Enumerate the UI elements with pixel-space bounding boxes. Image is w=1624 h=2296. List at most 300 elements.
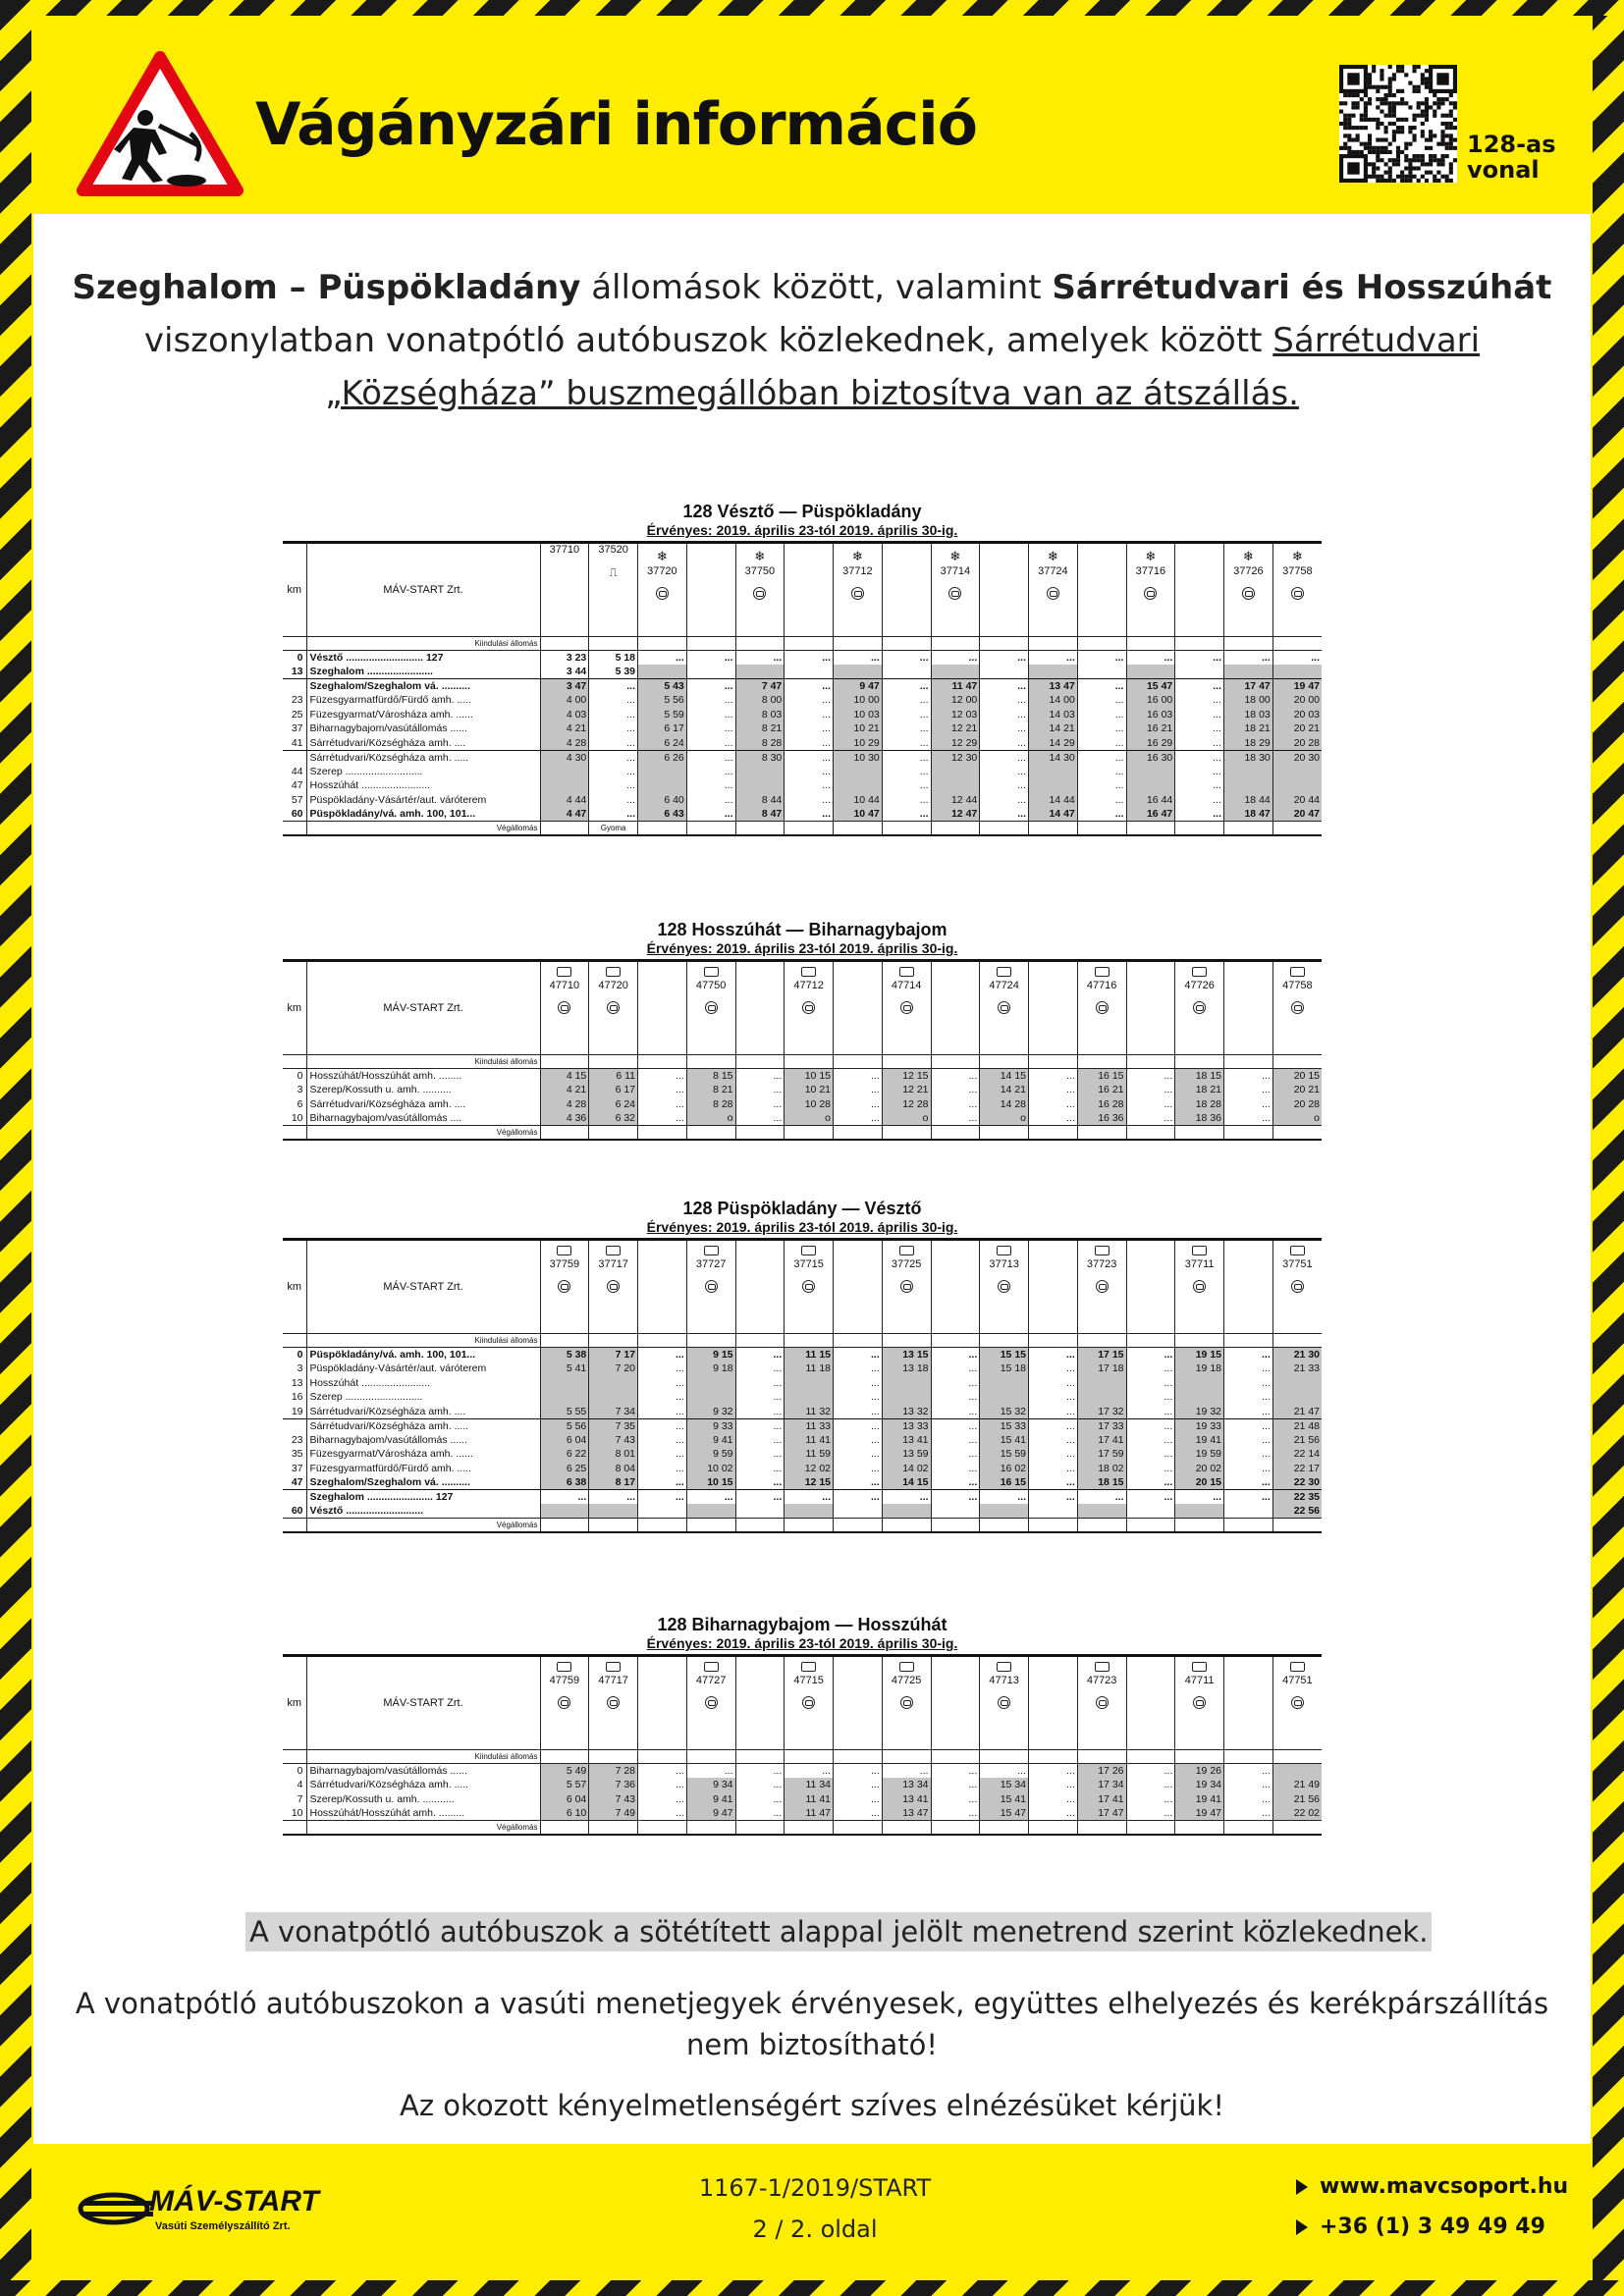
time-cell: 8 00 [735, 693, 785, 708]
terminus-cell [980, 822, 1029, 835]
train-number: 47720 [598, 980, 628, 991]
terminus-cell [1224, 1519, 1273, 1532]
time-cell: ... [980, 807, 1029, 822]
time-cell: ... [1175, 736, 1224, 751]
train-number: 47711 [1184, 1675, 1215, 1686]
time-cell: 18 29 [1224, 736, 1273, 751]
time-cell: ... [980, 765, 1029, 779]
time-cell [1029, 778, 1078, 793]
time-cell: 16 30 [1126, 750, 1175, 765]
time-cell: 6 40 [638, 793, 687, 808]
time-cell: ... [686, 765, 735, 779]
time-cell: 18 44 [1224, 793, 1273, 808]
train-number: 37759 [549, 1258, 580, 1270]
arrival-label: Végállomás [306, 1519, 540, 1532]
time-cell: 5 56 [638, 693, 687, 708]
intro-text-1: állomások között, valamint [580, 268, 1053, 307]
time-cell: 15 59 [980, 1447, 1029, 1462]
time-cell: ... [980, 736, 1029, 751]
terminus-cell [882, 822, 931, 835]
stop-km [283, 750, 306, 765]
time-cell: 13 41 [882, 1792, 931, 1807]
time-cell: 16 15 [1077, 1069, 1126, 1084]
time-cell [589, 1504, 638, 1519]
time-cell: 5 38 [540, 1348, 589, 1362]
terminus-cell [1029, 822, 1078, 835]
train-number: 37716 [1135, 565, 1166, 577]
train-number-header [882, 961, 931, 1055]
train-number: 47727 [695, 1675, 727, 1686]
time-cell: 8 01 [589, 1447, 638, 1462]
time-cell: ... [1224, 1418, 1273, 1433]
train-number: 47710 [549, 980, 580, 991]
stop-row [283, 1447, 1322, 1462]
train-number: 47725 [891, 1675, 922, 1686]
stop-name: Füzesgyarmat/Városháza amh. ...... [306, 708, 540, 722]
bus-service-icon [1291, 587, 1304, 600]
time-cell: 14 02 [882, 1462, 931, 1476]
train-number-header [834, 1656, 883, 1750]
train-number: 47714 [891, 980, 922, 991]
time-cell: 22 02 [1272, 1806, 1322, 1821]
train-number-header [834, 1240, 883, 1334]
bus-icon [801, 967, 816, 977]
website-text[interactable]: www.mavcsoport.hu [1320, 2174, 1569, 2199]
time-cell: o [882, 1111, 931, 1126]
time-cell: ... [834, 1362, 883, 1376]
terminus-cell [1126, 822, 1175, 835]
phone-link[interactable] [1296, 2215, 1545, 2239]
time-cell: ... [638, 1362, 687, 1376]
train-number-header [834, 543, 883, 637]
terminus-cell [735, 1519, 785, 1532]
train-number: 37713 [989, 1258, 1019, 1270]
time-cell: ... [1224, 1097, 1273, 1112]
time-cell: ... [1077, 693, 1126, 708]
stop-name: Vésztő ........................... 127 [306, 651, 540, 666]
time-cell: ... [834, 1806, 883, 1821]
time-cell: ... [931, 1433, 980, 1448]
bus-icon [1192, 967, 1207, 977]
time-cell: ... [785, 807, 834, 822]
time-cell: ... [785, 778, 834, 793]
time-cell: 4 00 [540, 693, 589, 708]
bus-service-icon [998, 1001, 1010, 1014]
terminus-cell [735, 1821, 785, 1835]
time-cell: ... [1077, 736, 1126, 751]
time-cell: 19 41 [1175, 1433, 1224, 1448]
time-cell: 12 47 [931, 807, 980, 822]
time-cell: ... [1029, 1376, 1078, 1391]
qr-code-icon[interactable] [1339, 65, 1457, 183]
time-cell [735, 765, 785, 779]
time-cell: 12 15 [882, 1069, 931, 1084]
train-number-header [931, 961, 980, 1055]
bus-service-icon [607, 1001, 620, 1014]
time-cell: ... [638, 1462, 687, 1476]
bus-icon [1095, 1662, 1110, 1672]
stop-km: 35 [291, 1448, 303, 1461]
terminus-cell [785, 822, 834, 835]
time-cell [785, 1376, 834, 1391]
time-cell: ... [1126, 1405, 1175, 1419]
train-number: 47750 [695, 980, 727, 991]
time-cell: 7 34 [589, 1405, 638, 1419]
time-cell [1224, 765, 1273, 779]
time-cell: ... [1126, 1433, 1175, 1448]
stop-km: 4 [297, 1779, 303, 1791]
train-number: 37520 [598, 544, 628, 556]
time-cell: o [1272, 1111, 1322, 1126]
time-cell: 7 17 [589, 1348, 638, 1362]
time-cell: 16 02 [980, 1462, 1029, 1476]
stop-row [283, 1792, 1322, 1807]
time-cell: 20 30 [1272, 750, 1322, 765]
train-number-header [1126, 543, 1175, 637]
time-cell [785, 665, 834, 679]
time-cell: ... [931, 1083, 980, 1097]
terminus-cell [785, 1821, 834, 1835]
time-cell: ... [1224, 651, 1273, 666]
time-cell: ... [1126, 1097, 1175, 1112]
time-cell: ... [980, 693, 1029, 708]
stop-km: 10 [291, 1807, 303, 1819]
time-cell: 20 44 [1272, 793, 1322, 808]
time-cell: 21 30 [1272, 1348, 1322, 1362]
train-number: 37750 [744, 565, 776, 577]
time-cell [1175, 1390, 1224, 1405]
stop-name: Püspökladány-Vásártér/aut. váróterem [306, 1362, 540, 1376]
time-cell: ... [686, 736, 735, 751]
time-cell: 9 34 [686, 1778, 735, 1792]
bus-service-icon [705, 1696, 718, 1709]
train-number: 37715 [793, 1258, 824, 1270]
time-cell: ... [638, 1418, 687, 1433]
time-cell: 4 21 [540, 1083, 589, 1097]
time-cell: ... [735, 1764, 785, 1779]
bus-service-icon [1193, 1696, 1206, 1709]
time-cell: ... [834, 1376, 883, 1391]
time-cell: 6 24 [638, 736, 687, 751]
terminus-cell [1272, 1126, 1322, 1140]
train-number-header [589, 1656, 638, 1750]
train-number-header [785, 1240, 834, 1334]
time-cell [540, 765, 589, 779]
time-cell [1077, 1504, 1126, 1519]
train-number-header [638, 961, 687, 1055]
stop-name: Biharnagybajom/vasútállomás ...... [306, 1433, 540, 1448]
time-cell: 12 21 [882, 1083, 931, 1097]
time-cell: 16 21 [1126, 721, 1175, 736]
time-cell: ... [1077, 721, 1126, 736]
time-cell: ... [1077, 807, 1126, 822]
time-cell: 19 32 [1175, 1405, 1224, 1419]
time-cell: ... [638, 1348, 687, 1362]
time-cell: 5 41 [540, 1362, 589, 1376]
time-cell: ... [1175, 750, 1224, 765]
time-cell: ... [1029, 1069, 1078, 1084]
terminus-cell [1175, 1821, 1224, 1835]
time-cell: ... [638, 1447, 687, 1462]
time-cell: 10 30 [834, 750, 883, 765]
time-cell: ... [834, 1433, 883, 1448]
time-cell: 17 33 [1077, 1418, 1126, 1433]
time-cell: ... [931, 1792, 980, 1807]
stop-row [283, 651, 1322, 666]
time-cell: ... [834, 1792, 883, 1807]
terminus-cell [540, 1126, 589, 1140]
time-cell: ... [1029, 1764, 1078, 1779]
time-cell [735, 1504, 785, 1519]
time-cell: ... [834, 651, 883, 666]
stop-km: 0 [283, 1348, 306, 1362]
train-number-header [540, 1240, 589, 1334]
time-cell: 5 39 [589, 665, 638, 679]
stop-name: Püspökladány/vá. amh. 100, 101... [306, 807, 540, 822]
stop-name: Szerep/Kossuth u. amh. ........... [306, 1792, 540, 1807]
time-cell: ... [1126, 1069, 1175, 1084]
time-cell: 17 18 [1077, 1362, 1126, 1376]
time-cell: ... [1224, 1462, 1273, 1476]
stop-km: 0 [283, 651, 306, 666]
bus-service-icon [1193, 1280, 1206, 1293]
stop-km: 41 [291, 736, 303, 749]
km-header: km [283, 543, 306, 637]
train-number-header [1272, 1656, 1322, 1750]
time-cell: 22 56 [1272, 1504, 1322, 1519]
terminus-cell [589, 1519, 638, 1532]
bus-icon [1192, 1246, 1207, 1255]
time-cell: ... [589, 693, 638, 708]
time-cell: 15 18 [980, 1362, 1029, 1376]
time-cell: 8 15 [686, 1069, 735, 1084]
time-cell: 12 30 [931, 750, 980, 765]
time-cell: 22 30 [1272, 1475, 1322, 1490]
snowflake-icon: ❄ [1242, 549, 1254, 563]
time-cell [882, 1376, 931, 1391]
time-cell [785, 1390, 834, 1405]
time-cell: ... [882, 765, 931, 779]
time-cell: ... [1126, 1475, 1175, 1490]
train-number-header [735, 543, 785, 637]
time-cell: ... [1224, 1376, 1273, 1391]
time-cell: ... [1077, 765, 1126, 779]
terminus-cell [735, 1126, 785, 1140]
stop-km: 7 [297, 1792, 303, 1805]
hazard-stripe-bottom [0, 2280, 1624, 2296]
arrival-label: Végállomás [306, 1126, 540, 1140]
bus-icon [997, 1662, 1011, 1672]
time-cell: 5 59 [638, 708, 687, 722]
stop-name: Hosszúhát/Hosszúhát amh. ......... [306, 1806, 540, 1821]
time-cell: 15 32 [980, 1405, 1029, 1419]
time-cell: 12 00 [931, 693, 980, 708]
time-cell: ... [834, 1490, 883, 1505]
bus-service-icon [558, 1280, 570, 1293]
terminus-cell [1029, 1126, 1078, 1140]
train-number: 37712 [842, 565, 873, 577]
time-cell: ... [735, 1097, 785, 1112]
stop-km: 60 [291, 1505, 303, 1517]
time-cell: ... [638, 1778, 687, 1792]
time-cell: ... [785, 708, 834, 722]
time-cell: 8 44 [735, 793, 785, 808]
time-cell: 9 41 [686, 1792, 735, 1807]
time-cell: ... [735, 1778, 785, 1792]
time-cell: 19 41 [1175, 1792, 1224, 1807]
bus-icon [1192, 1662, 1207, 1672]
time-cell: ... [735, 1405, 785, 1419]
terminus-cell [686, 822, 735, 835]
train-number-header [686, 961, 735, 1055]
time-cell: 6 04 [540, 1792, 589, 1807]
stop-name: Biharnagybajom/vasútállomás ...... [306, 1764, 540, 1779]
time-cell: 13 33 [882, 1418, 931, 1433]
road-works-warning-icon [77, 51, 244, 196]
time-cell: ... [686, 1490, 735, 1505]
apology-note: Az okozott kényelmetlenségért szíves elnézésüket kérjük! [400, 2089, 1224, 2122]
time-cell [980, 1390, 1029, 1405]
time-cell [1029, 665, 1078, 679]
train-number-header [686, 1656, 735, 1750]
terminus-cell [1077, 1821, 1126, 1835]
train-number: 47716 [1086, 980, 1117, 991]
time-cell: 5 43 [638, 679, 687, 694]
time-cell: 20 02 [1175, 1462, 1224, 1476]
stop-name: Füzesgyarmatfürdő/Fürdő amh. ..... [306, 1462, 540, 1476]
time-cell: ... [686, 679, 735, 694]
time-cell: 18 28 [1175, 1097, 1224, 1112]
time-cell: 11 59 [785, 1447, 834, 1462]
time-cell: 4 44 [540, 793, 589, 808]
time-cell: 5 18 [589, 651, 638, 666]
time-cell: ... [686, 721, 735, 736]
time-cell: 8 03 [735, 708, 785, 722]
time-cell: 17 47 [1077, 1806, 1126, 1821]
time-cell: 14 03 [1029, 708, 1078, 722]
stop-km: 25 [291, 708, 303, 721]
stop-row [283, 1069, 1322, 1084]
time-cell [1126, 1504, 1175, 1519]
time-cell: ... [735, 1447, 785, 1462]
time-cell: ... [931, 1362, 980, 1376]
time-cell: ... [1029, 1490, 1078, 1505]
time-cell: ... [834, 1405, 883, 1419]
time-cell [735, 665, 785, 679]
train-number: 37751 [1282, 1258, 1313, 1270]
stop-km: 47 [291, 1476, 303, 1488]
time-cell: 15 41 [980, 1433, 1029, 1448]
time-cell: ... [638, 1405, 687, 1419]
time-cell: ... [834, 1764, 883, 1779]
stop-name: Szerep ........................... [306, 1390, 540, 1405]
time-cell: 17 26 [1077, 1764, 1126, 1779]
timetable-grid [283, 1238, 1322, 1533]
phone-text[interactable]: +36 (1) 3 49 49 49 [1320, 2215, 1545, 2239]
terminus-cell [1272, 1519, 1322, 1532]
terminus-cell [1272, 1821, 1322, 1835]
time-cell: ... [686, 793, 735, 808]
time-cell: 6 11 [589, 1069, 638, 1084]
train-number-header [735, 1656, 785, 1750]
terminus-cell [1224, 1821, 1273, 1835]
time-cell [540, 778, 589, 793]
time-cell [834, 778, 883, 793]
time-cell [980, 665, 1029, 679]
time-cell: ... [1126, 651, 1175, 666]
train-number-header [589, 543, 638, 637]
company-header: MÁV-START Zrt. [306, 543, 540, 637]
time-cell: ... [834, 1097, 883, 1112]
time-cell: ... [1077, 750, 1126, 765]
bus-icon [1290, 1246, 1305, 1255]
time-cell: 20 28 [1272, 736, 1322, 751]
time-cell [1272, 665, 1322, 679]
time-cell: 20 47 [1272, 807, 1322, 822]
time-cell: 14 30 [1029, 750, 1078, 765]
train-number-header [931, 543, 980, 637]
bus-service-icon [1291, 1001, 1304, 1014]
time-cell: 19 18 [1175, 1362, 1224, 1376]
train-number-header [980, 1240, 1029, 1334]
terminus-cell [1077, 822, 1126, 835]
train-number-header [1077, 961, 1126, 1055]
stop-km [283, 1490, 306, 1505]
time-cell: 19 33 [1175, 1418, 1224, 1433]
train-number-header [1224, 1656, 1273, 1750]
km-header: km [283, 1240, 306, 1334]
time-cell: 6 38 [540, 1475, 589, 1490]
bus-icon [606, 1662, 621, 1672]
time-cell: 11 47 [931, 679, 980, 694]
km-header: km [283, 1656, 306, 1750]
time-cell [931, 778, 980, 793]
time-cell: 15 34 [980, 1778, 1029, 1792]
time-cell: 20 21 [1272, 721, 1322, 736]
time-cell: ... [1126, 1462, 1175, 1476]
time-cell: 8 28 [686, 1097, 735, 1112]
stop-name: Biharnagybajom/vasútállomás .... [306, 1111, 540, 1126]
stop-name: Hosszúhát/Hosszúhát amh. ........ [306, 1069, 540, 1084]
time-cell: ... [882, 736, 931, 751]
time-cell: ... [980, 778, 1029, 793]
train-number-header [589, 1240, 638, 1334]
terminus-cell [1077, 1126, 1126, 1140]
time-cell: 17 32 [1077, 1405, 1126, 1419]
time-cell: 18 21 [1224, 721, 1273, 736]
timetable-1 [283, 501, 1322, 836]
bus-service-icon [1242, 587, 1255, 600]
terminus-cell [1175, 822, 1224, 835]
time-cell: ... [1224, 1490, 1273, 1505]
time-cell: ... [686, 651, 735, 666]
website-link[interactable] [1296, 2174, 1568, 2199]
train-number-header [638, 1240, 687, 1334]
time-cell: 5 55 [540, 1405, 589, 1419]
time-cell: o [980, 1111, 1029, 1126]
time-cell: 12 03 [931, 708, 980, 722]
time-cell: ... [735, 1111, 785, 1126]
time-cell [1272, 1376, 1322, 1391]
stop-km: 37 [291, 1462, 303, 1474]
time-cell [1272, 778, 1322, 793]
time-cell [1029, 765, 1078, 779]
time-cell: ... [638, 1792, 687, 1807]
terminus-cell [834, 822, 883, 835]
time-cell: 20 15 [1175, 1475, 1224, 1490]
train-number-header [980, 543, 1029, 637]
time-cell: ... [735, 1390, 785, 1405]
